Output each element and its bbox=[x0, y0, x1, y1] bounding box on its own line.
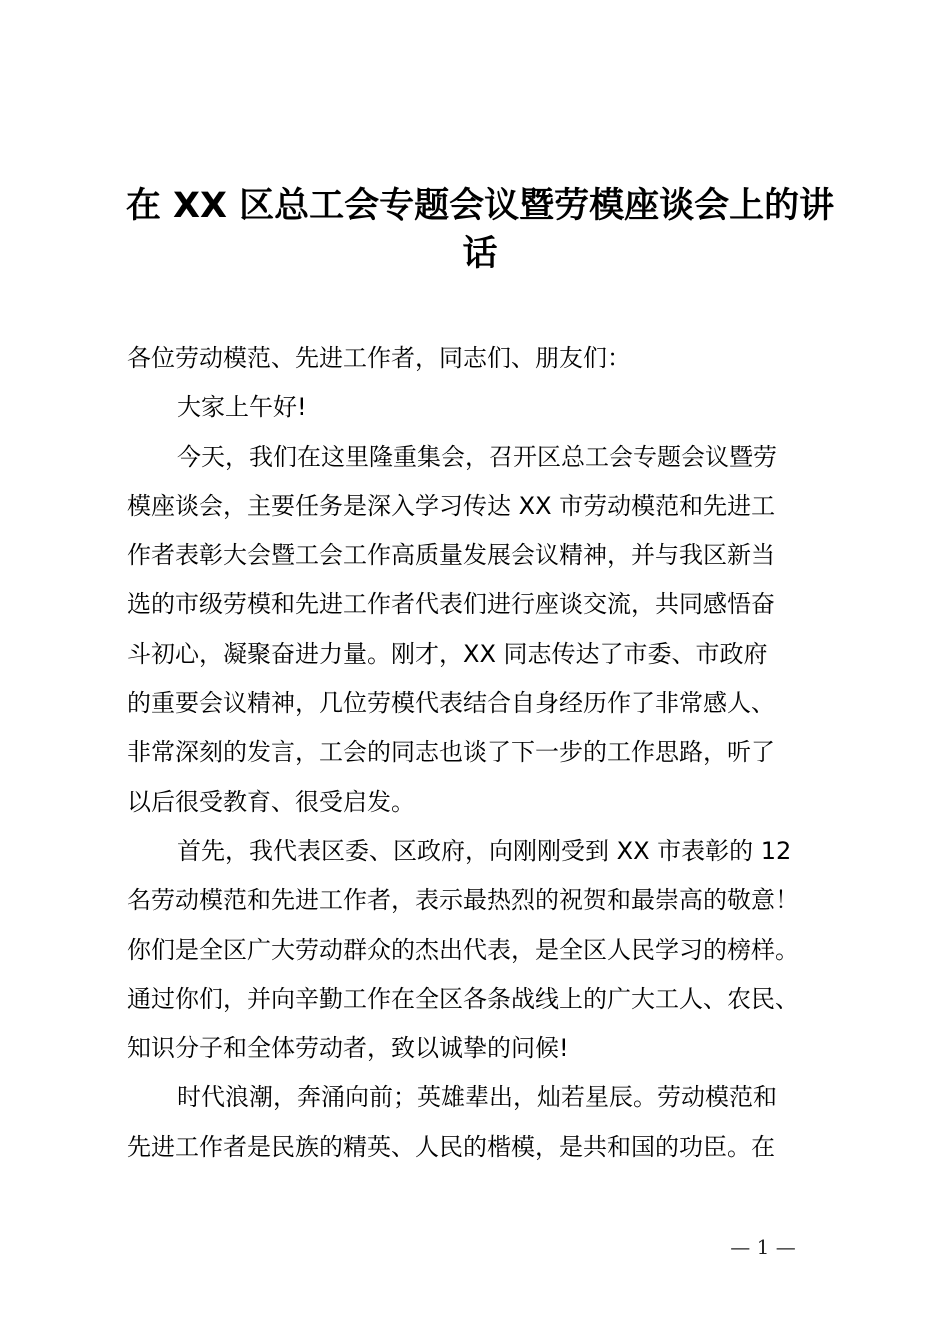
salutation bbox=[127, 334, 857, 383]
paragraph-line: 名劳动模范和先进工作者，表示最热烈的祝贺和最崇高的敬意！ bbox=[127, 886, 799, 915]
paragraph-line: 作者表彰大会暨工会工作高质量发展会议精神，并与我区新当 bbox=[127, 541, 775, 570]
title-line: 在 XX 区总工会专题会议暨劳模座谈会上的讲 bbox=[125, 186, 835, 226]
greeting-text: 大家上午好! bbox=[177, 393, 307, 422]
title-line: 话 bbox=[462, 234, 498, 274]
paragraph-line: 的重要会议精神，几位劳模代表结合自身经历作了非常感人、 bbox=[127, 689, 775, 718]
paragraph-line: 今天，我们在这里隆重集会，召开区总工会专题会议暨劳 bbox=[177, 442, 777, 471]
paragraph-1 bbox=[127, 433, 857, 827]
paragraph-line: 非常深刻的发言，工会的同志也谈了下一步的工作思路，听了 bbox=[127, 738, 775, 767]
paragraph-line: 通过你们，并向辛勤工作在全区各条战线上的广大工人、农民、 bbox=[127, 984, 799, 1013]
paragraph-line: 模座谈会，主要任务是深入学习传达 XX 市劳动模范和先进工 bbox=[127, 491, 776, 520]
paragraph-3 bbox=[127, 1073, 857, 1172]
greeting bbox=[127, 383, 857, 432]
document-body bbox=[127, 334, 857, 1172]
paragraph-line: 以后很受教育、很受启发。 bbox=[127, 787, 415, 816]
paragraph-line: 先进工作者是民族的精英、人民的楷模，是共和国的功臣。在 bbox=[127, 1132, 775, 1161]
salutation-text: 各位劳动模范、先进工作者，同志们、朋友们： bbox=[127, 344, 631, 372]
page-number: — 1 — bbox=[730, 1235, 796, 1259]
paragraph-line: 你们是全区广大劳动群众的杰出代表，是全区人民学习的榜样。 bbox=[127, 935, 799, 964]
paragraph-line: 选的市级劳模和先进工作者代表们进行座谈交流，共同感悟奋 bbox=[127, 590, 775, 619]
document-title bbox=[120, 182, 840, 278]
paragraph-line: 时代浪潮，奔涌向前；英雄辈出，灿若星辰。劳动模范和 bbox=[177, 1083, 777, 1112]
paragraph-line: 首先，我代表区委、区政府，向刚刚受到 XX 市表彰的 12 bbox=[177, 836, 792, 865]
paragraph-line: 知识分子和全体劳动者，致以诚挚的问候! bbox=[127, 1034, 569, 1063]
paragraph-line: 斗初心，凝聚奋进力量。刚才，XX 同志传达了市委、市政府 bbox=[127, 639, 768, 668]
paragraph-2 bbox=[127, 827, 857, 1073]
